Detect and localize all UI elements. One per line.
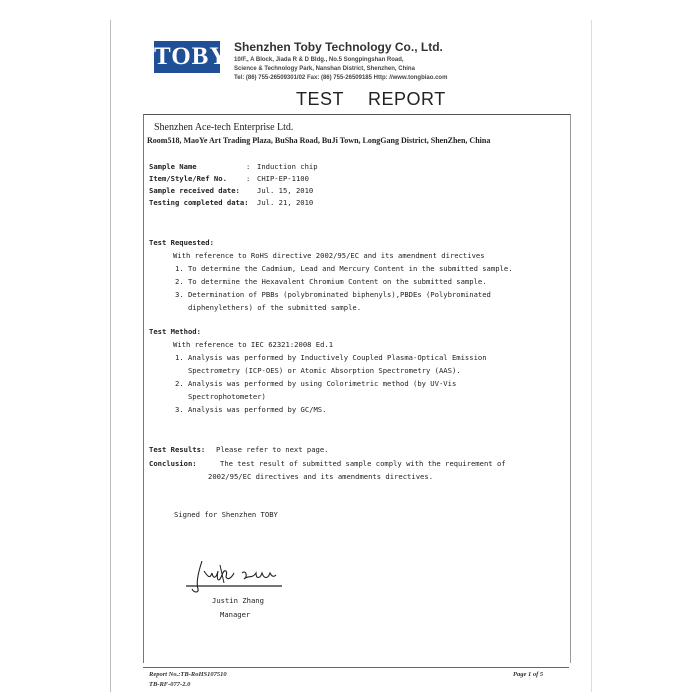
report-number: Report No.:TB-RoHS107510 <box>149 671 227 678</box>
address-line-3: Tel: (86) 755-26509301/02 Fax: (86) 755-26509185 Http: //www.tongbiao.com <box>234 75 448 81</box>
handwritten-signature <box>186 553 286 595</box>
test-method-line: Spectrometry (ICP-OES) or Atomic Absorption Spectrometry (AAS). <box>175 366 461 375</box>
received-date-value: Jul. 15, 2010 <box>257 186 314 195</box>
page-number: Page 1 of 5 <box>513 671 544 678</box>
sample-name-label: Sample Name <box>149 162 197 171</box>
item-ref-sep: : <box>246 174 251 183</box>
test-results-label: Test Results: <box>149 445 206 454</box>
signed-for-text: Signed for Shenzhen TOBY <box>174 510 278 519</box>
toby-logo: TOBY <box>154 41 220 73</box>
test-method-line: Spectrophotometer) <box>175 392 266 401</box>
received-date-label: Sample received date: <box>149 186 240 195</box>
test-results-value: Please refer to next page. <box>216 445 329 454</box>
test-method-line: 2. Analysis was performed by using Colorimetric method (by UV-Vis <box>175 379 457 388</box>
item-ref-value: CHIP-EP-1100 <box>257 174 309 183</box>
company-address <box>234 56 447 83</box>
test-requested-line: diphenylethers) of the submitted sample. <box>175 303 362 312</box>
conclusion-label: Conclusion: <box>149 459 197 468</box>
signer-role: Manager <box>220 610 251 619</box>
sample-name-value: Induction chip <box>257 162 318 171</box>
test-requested-line: With reference to RoHS directive 2002/95/EC and its amendment directives <box>173 251 485 260</box>
test-method-heading: Test Method: <box>149 327 201 336</box>
item-ref-label: Item/Style/Ref No. <box>149 174 227 183</box>
report-title <box>296 89 446 110</box>
test-method-line: 1. Analysis was performed by Inductively Coupled Plasma-Optical Emission <box>175 353 487 362</box>
company-name: Shenzhen Toby Technology Co., Ltd. <box>234 40 443 54</box>
client-name: Shenzhen Ace-tech Enterprise Ltd. <box>154 122 294 133</box>
test-method-line: 3. Analysis was performed by GC/MS. <box>175 405 327 414</box>
form-number: TB-RF-077-2.0 <box>149 681 191 688</box>
conclusion-line-1: The test result of submitted sample comply with the requirement of <box>220 459 506 468</box>
test-requested-line: 2. To determine the Hexavalent Chromium Content on the submitted sample. <box>175 277 487 286</box>
test-requested-line: 3. Determination of PBBs (polybrominated biphenyls),PBDEs (Polybrominated <box>175 290 491 299</box>
conclusion-line-2: 2002/95/EC directives and its amendments directives. <box>208 472 434 481</box>
client-address: Room518, MaoYe Art Trading Plaza, BuSha Road, BuJi Town, LongGang District, ShenZhen, China <box>147 136 491 145</box>
title-word-1: TEST <box>296 89 345 109</box>
test-method-line: With reference to IEC 62321:2008 Ed.1 <box>173 340 334 349</box>
completed-date-label: Testing completed data: <box>149 198 249 207</box>
test-requested-line: 1. To determine the Cadmium, Lead and Mercury Content in the submitted sample. <box>175 264 513 273</box>
signer-name: Justin Zhang <box>212 596 264 605</box>
test-requested-heading: Test Requested: <box>149 238 214 247</box>
address-line-1: 10/F., A Block, Jiada R & D Bldg., No.5 Songpingshan Road, <box>234 57 404 63</box>
sample-name-sep: : <box>246 162 251 171</box>
footer-rule <box>143 667 569 668</box>
address-line-2: Science & Technology Park, Nanshan District, Shenzhen, China <box>234 66 415 72</box>
completed-date-value: Jul. 21, 2010 <box>257 198 314 207</box>
title-word-2: REPORT <box>368 89 446 109</box>
